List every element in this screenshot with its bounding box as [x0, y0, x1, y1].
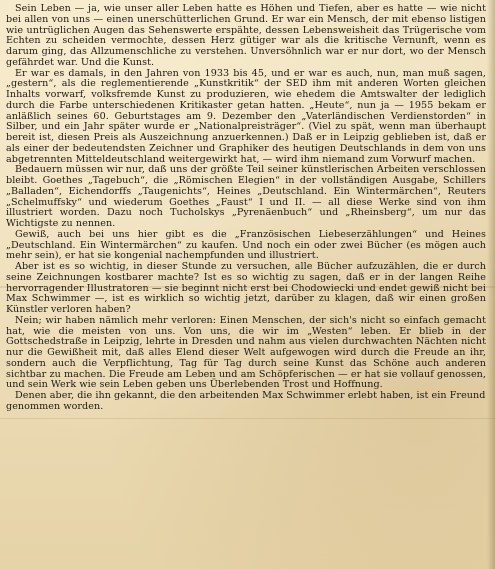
- article-paragraph: Er war es damals, in den Jahren von 1933 bis 45, und er war es auch, nun, man muß sagen, „gestern“, als die reglementierende „Kunstkritik“ der SED ihm mit anderen Worten gleichen Inhalts vorwarf, volksfremde Kunst zu produzieren, wie ehedem die Amtswalter der lediglich durch die Farbe unterschiedenen Kritikaster getan hatten. „Heute“, nun ja — 1955 bekam er anläßlich seines 60. Geburtstages am 9. Dezember den „Vaterländischen Verdienstorden“ in Silber, und ein Jahr später wurde er „Nationalpreisträger“. (Viel zu spät, wenn man überhaupt bereit ist, diesen Preis als Auszeichnung anzuerkennen.) Daß er in Leipzig geblieben ist, daß er als einer der bedeutendsten Zeichner und Graphiker des heutigen Deutschlands in dem von uns abgetrennten Mitteldeutschland weitergewirkt hat, — wird ihm niemand zum Vorwurf machen.: [6, 67, 486, 165]
- article-paragraph: Nein; wir haben nämlich mehr verloren: Einen Menschen, der sich's nicht so einfach gemacht hat, wie die meisten von uns. Von uns, die wir im „Westen“ leben. Er blieb in der Gottschedstraße in Leipzig, lehrte in Dresden und nahm aus vielen durchwachten Nächten nicht nur die Gewißheit mit, daß alles Elend dieser Welt aufgewogen wird durch die Freude an ihr, sondern auch die Verpflichtung, Tag für Tag durch seine Kunst das Schöne auch anderen sichtbar zu machen. Die Freude am Leben und am Schöpferischen — er hat sie vollauf genossen, und sein Werk wie sein Leben geben uns Überlebenden Trost und Hoffnung.: [6, 314, 486, 391]
- article-paragraph: Sein Leben — ja, wie unser aller Leben hatte es Höhen und Tiefen, aber es hatte — wie nicht bei allen von uns — einen unerschütterlichen Grund. Er war ein Mensch, der mit ebenso listigen wie untrüglichen Augen das Sehenswerte erspähte, dessen Lebensweisheit das Trügerische vom Echten zu scheiden vermochte, dessen Herz gütiger war als die kritische Vernunft, wenn es darum ging, das Allzumenschliche zu verstehen. Unversöhnlich war er nur dort, wo der Mensch gefährdet war. Und die Kunst.: [6, 3, 486, 68]
- article-body: [6, 4, 486, 413]
- paper-edge-shadow: [487, 0, 495, 569]
- article-paragraph: Bedauern müssen wir nur, daß uns der größte Teil seiner künstlerischen Arbeiten verschlossen bleibt. Goethes „Tagebuch“, die „Römischen Elegien“ in der vollständigen Ausgabe, Schillers „Balladen“, Eichendorffs „Taugenichts“, Heines „Deutschland. Ein Wintermärchen“, Reuters „Schelmuffsky“ und wiederum Goethes „Faust“ I und II. — all diese Werke sind von ihm illustriert worden. Dazu noch Tucholskys „Pyrenäenbuch“ und „Rheinsberg“, um nur das Wichtigste zu nennen.: [6, 164, 486, 229]
- article-paragraph: Denen aber, die ihn gekannt, die den arbeitenden Max Schwimmer erlebt haben, ist ein Freund genommen worden.: [6, 390, 486, 412]
- article-paragraph: Aber ist es so wichtig, in dieser Stunde zu versuchen, alle Bücher aufzuzählen, die er durch seine Zeichnungen kostbarer machte? Ist es so wichtig zu sagen, daß er in der langen Reihe hervorragender Illustratoren — sie beginnt nicht erst bei Chodowiecki und endet gewiß nicht bei Max Schwimmer —, ist es wirklich so wichtig jetzt, darüber zu klagen, daß wir einen großen Künstler verloren haben?: [6, 261, 486, 315]
- paper-fold-line: [0, 418, 495, 419]
- article-paragraph: Gewiß, auch bei uns hier gibt es die „Französischen Liebeserzählungen“ und Heines „Deutschland. Ein Wintermärchen“ zu kaufen. Und noch ein oder zwei Bücher (es mögen auch mehr sein), er hat sie kongenial nachempfunden und illustriert.: [6, 228, 486, 262]
